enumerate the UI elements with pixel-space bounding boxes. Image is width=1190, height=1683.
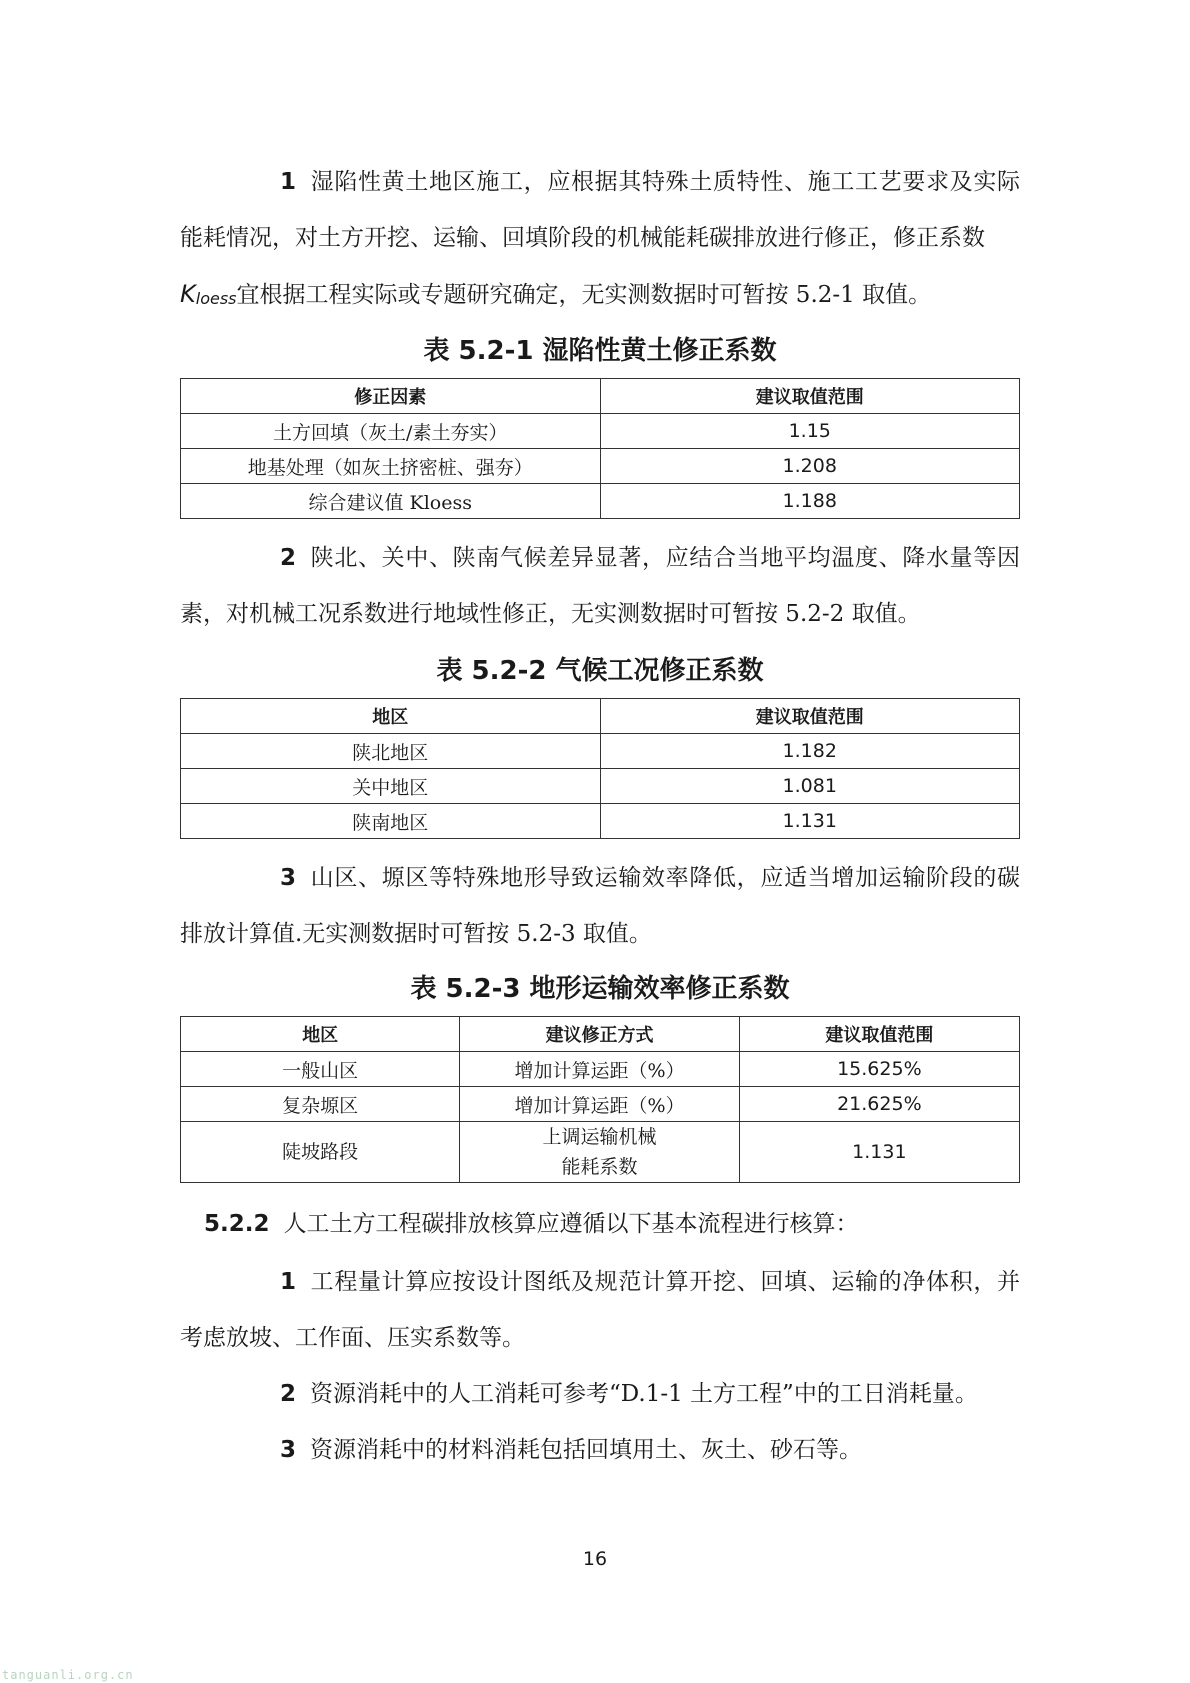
table-cell: 1.182: [600, 734, 1020, 769]
item-number: 1: [280, 169, 297, 195]
paragraph-step-2: [180, 1366, 1020, 1422]
table-row: [181, 1122, 1020, 1183]
table-cell: 陕北地区: [181, 734, 601, 769]
table-cell: 增加计算运距（%）: [460, 1052, 739, 1087]
table-row: [181, 414, 1020, 449]
header-cell: 建议修正方式: [460, 1017, 739, 1052]
table-cell-multiline: [460, 1122, 739, 1183]
table-header-row: [181, 1017, 1020, 1052]
item-number: 1: [280, 1269, 297, 1295]
table-5-2-1: [180, 378, 1020, 519]
header-cell: 修正因素: [181, 379, 601, 414]
paragraph-3: [180, 850, 1020, 962]
table-caption-1: 表 5.2-1 湿陷性黄土修正系数: [423, 336, 777, 366]
section-number: 5.2.2: [204, 1211, 270, 1237]
table-row: [181, 734, 1020, 769]
table-cell: 增加计算运距（%）: [460, 1087, 739, 1122]
watermark: tanguanli.org.cn: [2, 1668, 134, 1682]
page-number: 16: [582, 1548, 608, 1570]
paragraph-text: 陕北、关中、陕南气候差异显著，应结合当地平均温度、降水量等因素，对机械工况系数进行地域性修正，无实测数据时可暂按 5.2-2 取值。: [180, 545, 1020, 627]
k-loess-symbol: $K_{loess}$: [180, 280, 237, 308]
paragraph-text: 资源消耗中的材料消耗包括回填用土、灰土、砂石等。: [310, 1437, 863, 1463]
table-cell: 地基处理（如灰土挤密桩、强夯）: [181, 449, 601, 484]
table-cell: 复杂塬区: [181, 1087, 460, 1122]
table-row: [181, 1087, 1020, 1122]
paragraph-text: 湿陷性黄土地区施工，应根据其特殊土质特性、施工工艺要求及实际能耗情况，对土方开挖、运输、回填阶段的机械能耗碳排放进行修正，修正系数: [180, 169, 1020, 251]
table-cell: 1.081: [600, 769, 1020, 804]
table-row: [181, 484, 1020, 519]
table-header-row: [181, 699, 1020, 734]
paragraph-text-tail: 宜根据工程实际或专题研究确定，无实测数据时可暂按 5.2-1 取值。: [236, 282, 932, 308]
table-caption-3: 表 5.2-3 地形运输效率修正系数: [410, 974, 790, 1004]
header-cell: 地区: [181, 1017, 460, 1052]
section-text: 人工土方工程碳排放核算应遵循以下基本流程进行核算：: [283, 1211, 859, 1237]
header-cell: 建议取值范围: [739, 1017, 1019, 1052]
paragraph-step-3: [180, 1422, 1020, 1478]
paragraph-text: 资源消耗中的人工消耗可参考“D.1-1 土方工程”中的工日消耗量。: [310, 1381, 978, 1407]
table-5-2-3: [180, 1016, 1020, 1183]
table-cell: 1.131: [600, 804, 1020, 839]
table-cell: 15.625%: [739, 1052, 1019, 1087]
table-row: [181, 804, 1020, 839]
table-cell: 陡坡路段: [181, 1122, 460, 1183]
paragraph-2: [180, 530, 1020, 642]
table-cell: 1.188: [600, 484, 1020, 519]
item-number: 2: [280, 1381, 297, 1407]
table-header-row: [181, 379, 1020, 414]
header-cell: 建议取值范围: [600, 699, 1020, 734]
paragraph-text: 工程量计算应按设计图纸及规范计算开挖、回填、运输的净体积，并考虑放坡、工作面、压实系数等。: [180, 1269, 1020, 1351]
table-row: [181, 769, 1020, 804]
cell-line: 能耗系数: [561, 1156, 638, 1178]
header-cell: 地区: [181, 699, 601, 734]
table-cell: 综合建议值 Kloess: [181, 484, 601, 519]
paragraph-text: 山区、塬区等特殊地形导致运输效率降低，应适当增加运输阶段的碳排放计算值.无实测数据时可暂按 5.2-3 取值。: [180, 865, 1020, 947]
header-cell: 建议取值范围: [600, 379, 1020, 414]
table-cell: 陕南地区: [181, 804, 601, 839]
table-cell: 关中地区: [181, 769, 601, 804]
table-caption-2: 表 5.2-2 气候工况修正系数: [436, 656, 764, 686]
table-cell: 21.625%: [739, 1087, 1019, 1122]
item-number: 3: [280, 865, 297, 891]
table-cell: 一般山区: [181, 1052, 460, 1087]
item-number: 2: [280, 545, 297, 571]
table-cell: 1.15: [600, 414, 1020, 449]
table-cell: 1.208: [600, 449, 1020, 484]
cell-line: 上调运输机械: [542, 1126, 657, 1148]
table-row: [181, 449, 1020, 484]
table-row: [181, 1052, 1020, 1087]
table-5-2-2: [180, 698, 1020, 839]
section-5-2-2: [180, 1196, 1020, 1252]
table-cell: 1.131: [739, 1122, 1019, 1183]
table-cell: 土方回填（灰土/素土夯实）: [181, 414, 601, 449]
item-number: 3: [280, 1437, 297, 1463]
paragraph-step-1: [180, 1254, 1020, 1366]
paragraph-1: [180, 154, 1020, 327]
